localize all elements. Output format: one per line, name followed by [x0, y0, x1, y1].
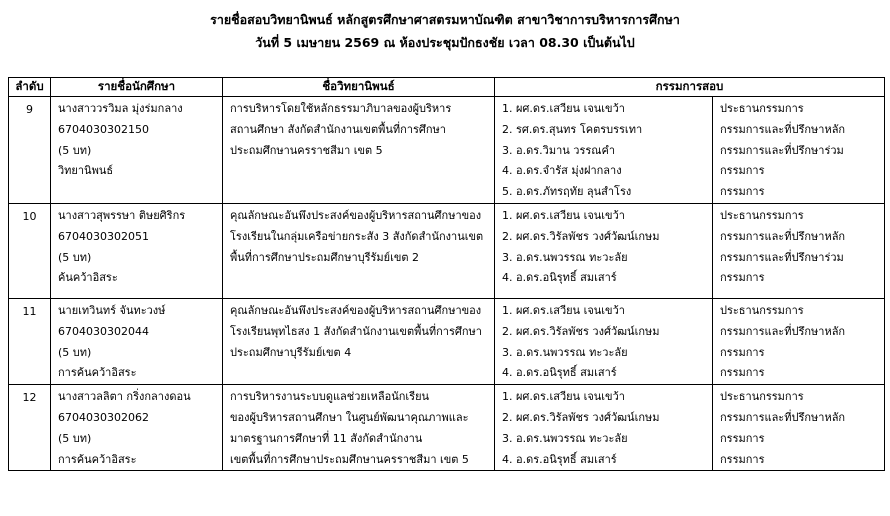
- cell-role-line: กรรมการและที่ปรึกษาหลัก: [720, 410, 846, 424]
- cell-no: [9, 298, 51, 384]
- cell-role-line: ประธานกรรมการ: [720, 390, 804, 404]
- cell-no-value: 9: [26, 103, 33, 116]
- cell-role-line: กรรมการ: [720, 271, 765, 285]
- cell-student-line: นางสาววรวิมล มุ่งร่มกลาง: [58, 102, 183, 115]
- cell-thesis-line: ประถมศึกษาบุรีรัมย์เขต 4: [230, 345, 352, 359]
- cell-committee-line: 1. ผศ.ดร.เสวียน เจนเขว้า: [502, 390, 625, 404]
- document-title: รายชื่อสอบวิทยานิพนธ์ หลักสูตรศึกษาศาสตรมหาบัณฑิต สาขาวิชาการบริหารการศึกษา: [210, 12, 680, 27]
- cell-committee-line: 2. รศ.ดร.สุนทร โคตรบรรเทา: [502, 122, 643, 136]
- cell-committee-line: 1. ผศ.ดร.เสวียน เจนเขว้า: [502, 102, 625, 115]
- cell-committee-line: 2. ผศ.ดร.วิรัลพัชร วงศ์วัฒน์เกษม: [502, 324, 660, 338]
- cell-committee-line: 1. ผศ.ดร.เสวียน เจนเขว้า: [502, 303, 625, 317]
- cell-role-line: กรรมการ: [720, 345, 765, 359]
- cell-role-line: กรรมการ: [720, 185, 765, 199]
- cell-thesis-line: เขตพื้นที่การศึกษาประถมศึกษานครราชสีมา เขต 5: [230, 452, 469, 466]
- cell-role-line: ประธานกรรมการ: [720, 102, 804, 115]
- cell-role-line: กรรมการ: [720, 164, 765, 178]
- table-row: [9, 385, 885, 471]
- cell-committee: [495, 203, 713, 298]
- table-row: [9, 203, 885, 298]
- cell-student-line: วิทยานิพนธ์: [58, 164, 114, 178]
- cell-thesis-line: คุณลักษณะอันพึงประสงค์ของผู้บริหารสถานศึกษาของ: [230, 208, 482, 222]
- cell-student-line: (5 บท): [58, 250, 92, 264]
- cell-thesis-line: โรงเรียนในกลุ่มเครือข่ายกระสัง 3 สังกัดสำนักงานเขต: [230, 229, 484, 243]
- cell-student: [51, 298, 223, 384]
- cell-thesis: [223, 385, 495, 471]
- cell-student: [51, 97, 223, 204]
- header-thesis: ชื่อวิทยานิพนธ์: [223, 78, 495, 97]
- header-committee: กรรมการสอบ: [495, 78, 885, 97]
- cell-role-line: กรรมการ: [720, 452, 765, 466]
- cell-thesis: [223, 203, 495, 298]
- cell-student-line: ค้นคว้าอิสระ: [58, 271, 118, 285]
- cell-committee-line: 3. อ.ดร.วิมาน วรรณคำ: [502, 143, 615, 157]
- cell-role-line: ประธานกรรมการ: [720, 208, 804, 222]
- document-subtitle: วันที่ 5 เมษายน 2569 ณ ห้องประชุมปักธงชัย เวลา 08.30 เป็นต้นไป: [255, 35, 635, 50]
- cell-student-line: นายเทวินทร์ จันทะวงษ์: [58, 303, 166, 317]
- cell-committee-line: 4. อ.ดร.จำรัส มุ่งฝากลาง: [502, 164, 622, 178]
- cell-role: [713, 203, 885, 298]
- header-no: ลำดับ: [9, 78, 51, 97]
- header-student: รายชื่อนักศึกษา: [51, 78, 223, 97]
- cell-no: [9, 203, 51, 298]
- table-header-row: [9, 78, 885, 97]
- cell-committee-line: 3. อ.ดร.นพวรรณ ทะวะลัย: [502, 345, 628, 359]
- cell-committee-line: 3. อ.ดร.นพวรรณ ทะวะลัย: [502, 431, 628, 445]
- cell-thesis-line: พื้นที่การศึกษาประถมศึกษาบุรีรัมย์เขต 2: [230, 250, 420, 264]
- cell-no-value: 12: [22, 391, 37, 405]
- cell-thesis-line: โรงเรียนพุทไธสง 1 สังกัดสำนักงานเขตพื้นที่การศึกษา: [230, 324, 482, 338]
- cell-student-line: การค้นคว้าอิสระ: [58, 452, 137, 466]
- cell-student-line: (5 บท): [58, 143, 92, 157]
- cell-student-line: 6704030302044: [58, 324, 149, 338]
- cell-student-line: 6704030302150: [58, 122, 149, 136]
- cell-role-line: กรรมการและที่ปรึกษาร่วม: [720, 143, 844, 157]
- cell-role-line: กรรมการและที่ปรึกษาหลัก: [720, 324, 846, 338]
- cell-role: [713, 97, 885, 204]
- cell-thesis: [223, 97, 495, 204]
- cell-committee-line: 1. ผศ.ดร.เสวียน เจนเขว้า: [502, 208, 625, 222]
- cell-student-line: (5 บท): [58, 431, 92, 445]
- cell-thesis-line: คุณลักษณะอันพึงประสงค์ของผู้บริหารสถานศึกษาของ: [230, 303, 482, 317]
- cell-thesis-line: ประถมศึกษานครราชสีมา เขต 5: [230, 143, 383, 157]
- table-row: [9, 97, 885, 204]
- cell-committee-line: 3. อ.ดร.นพวรรณ ทะวะลัย: [502, 250, 628, 264]
- cell-committee-line: 2. ผศ.ดร.วิรัลพัชร วงศ์วัฒน์เกษม: [502, 229, 660, 243]
- cell-role-line: กรรมการและที่ปรึกษาหลัก: [720, 122, 846, 136]
- exam-schedule-table: [8, 77, 885, 471]
- cell-thesis: [223, 298, 495, 384]
- cell-thesis-line: มาตรฐานการศึกษาที่ 11 สังกัดสำนักงาน: [230, 431, 423, 445]
- cell-student-line: (5 บท): [58, 345, 92, 359]
- table-row: [9, 298, 885, 384]
- cell-role: [713, 385, 885, 471]
- cell-student: [51, 203, 223, 298]
- cell-role-line: กรรมการและที่ปรึกษาร่วม: [720, 250, 844, 264]
- cell-thesis-line: สถานศึกษา สังกัดสำนักงานเขตพื้นที่การศึกษา: [230, 122, 446, 136]
- cell-committee: [495, 385, 713, 471]
- cell-student-line: นางสาวลลิตา กริ่งกลางดอน: [58, 390, 191, 404]
- cell-student-line: 6704030302062: [58, 410, 149, 424]
- cell-no-value: 10: [22, 209, 37, 223]
- cell-role-line: กรรมการ: [720, 431, 765, 445]
- cell-student: [51, 385, 223, 471]
- cell-role-line: กรรมการและที่ปรึกษาหลัก: [720, 229, 846, 243]
- cell-committee-line: 4. อ.ดร.อนิรุทธิ์ สมเสาร์: [502, 452, 617, 466]
- cell-committee: [495, 97, 713, 204]
- cell-committee-line: 4. อ.ดร.อนิรุทธิ์ สมเสาร์: [502, 271, 617, 285]
- cell-thesis-line: ของผู้บริหารสถานศึกษา ในศูนย์พัฒนาคุณภาพและ: [230, 410, 469, 424]
- cell-thesis-line: การบริหารโดยใช้หลักธรรมาภิบาลของผู้บริหาร: [230, 102, 452, 115]
- cell-no-value: 11: [22, 304, 37, 318]
- cell-thesis-line: การบริหารงานระบบดูแลช่วยเหลือนักเรียน: [230, 390, 430, 404]
- cell-no: [9, 97, 51, 204]
- cell-role-line: ประธานกรรมการ: [720, 303, 804, 317]
- cell-committee-line: 4. อ.ดร.อนิรุทธิ์ สมเสาร์: [502, 366, 617, 380]
- cell-student-line: นางสาวสุพรรษา ติษยศิริกร: [58, 208, 186, 222]
- cell-role-line: กรรมการ: [720, 366, 765, 380]
- cell-no: [9, 385, 51, 471]
- cell-committee-line: 5. อ.ดร.ภัทรฤทัย ลุนสำโรง: [502, 185, 632, 199]
- cell-role: [713, 298, 885, 384]
- cell-student-line: การค้นคว้าอิสระ: [58, 366, 137, 380]
- cell-student-line: 6704030302051: [58, 229, 149, 243]
- cell-committee-line: 2. ผศ.ดร.วิรัลพัชร วงศ์วัฒน์เกษม: [502, 410, 660, 424]
- cell-committee: [495, 298, 713, 384]
